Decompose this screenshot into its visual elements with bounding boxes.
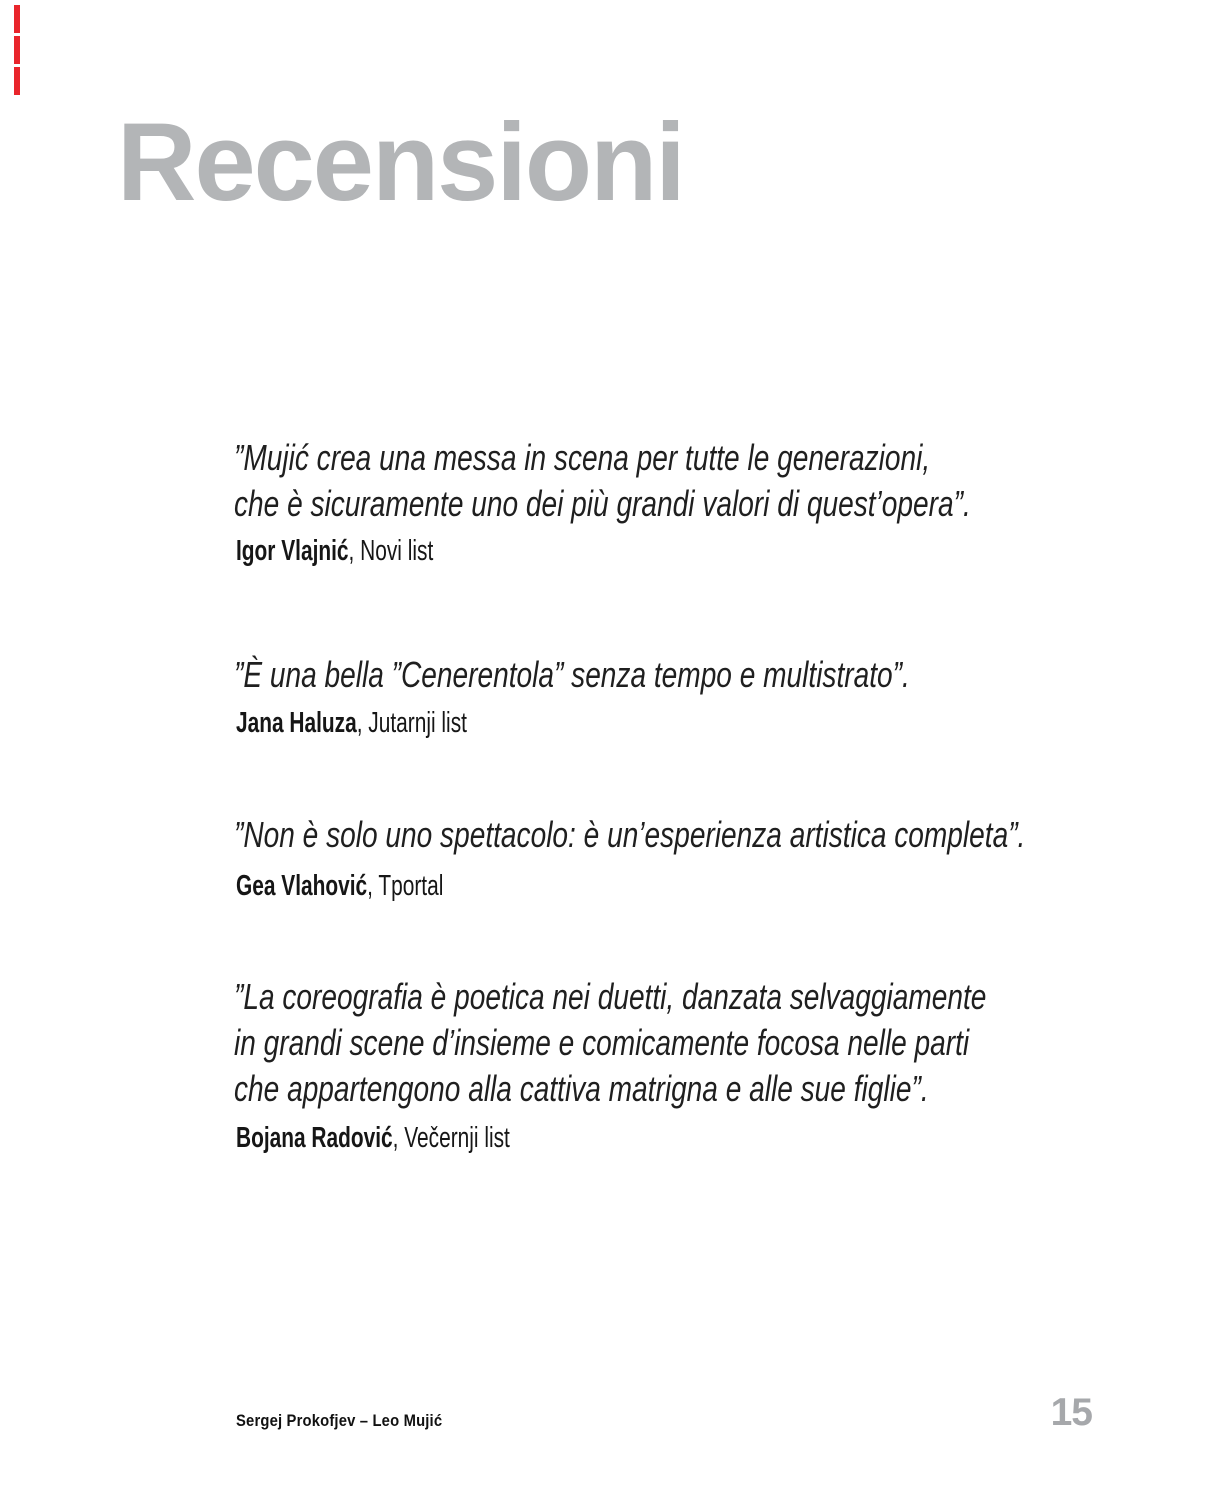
review-attribution — [236, 872, 443, 901]
page-number: 15 — [1050, 1391, 1092, 1434]
review-attribution — [236, 709, 467, 738]
attribution-separator: , — [392, 1122, 405, 1154]
page-title: Recensioni — [117, 101, 684, 224]
quote-line: in grandi scene d’insieme e comicamente focosa nelle parti — [234, 1022, 970, 1063]
review-source: Novi list — [360, 535, 434, 567]
attribution-separator: , — [356, 707, 369, 739]
attribution-separator: , — [348, 535, 361, 567]
review-quote — [234, 435, 971, 527]
review-author: Gea Vlahović — [236, 870, 368, 902]
review-source: Jutarnji list — [368, 707, 467, 739]
quote-line: che è sicuramente uno dei più grandi valori di quest’opera”. — [234, 483, 971, 524]
footer-production-title: Sergej Prokofjev – Leo Mujić — [236, 1411, 443, 1430]
review-quote — [234, 652, 910, 698]
review-attribution — [236, 1124, 510, 1153]
quote-line: ”È una bella ”Cenerentola” senza tempo e multistrato”. — [234, 654, 910, 695]
review-author: Jana Haluza — [236, 707, 357, 739]
bleed-marks-icon — [14, 5, 20, 95]
review-source: Tportal — [378, 870, 444, 902]
review-author: Igor Vlajnić — [236, 535, 349, 567]
quote-line: ”La coreografia è poetica nei duetti, danzata selvaggiamente — [234, 976, 987, 1017]
attribution-separator: , — [367, 870, 379, 902]
quote-line: che appartengono alla cattiva matrigna e alle sue figlie”. — [234, 1068, 929, 1109]
quote-line: ”Non è solo uno spettacolo: è un’esperienza artistica completa”. — [234, 814, 1026, 855]
quote-line: ”Mujić crea una messa in scena per tutte le generazioni, — [234, 437, 931, 478]
review-author: Bojana Radović — [236, 1122, 393, 1154]
review-quote — [234, 974, 986, 1112]
review-source: Večernji list — [404, 1122, 510, 1154]
review-quote — [234, 812, 1025, 858]
review-attribution — [236, 537, 433, 566]
